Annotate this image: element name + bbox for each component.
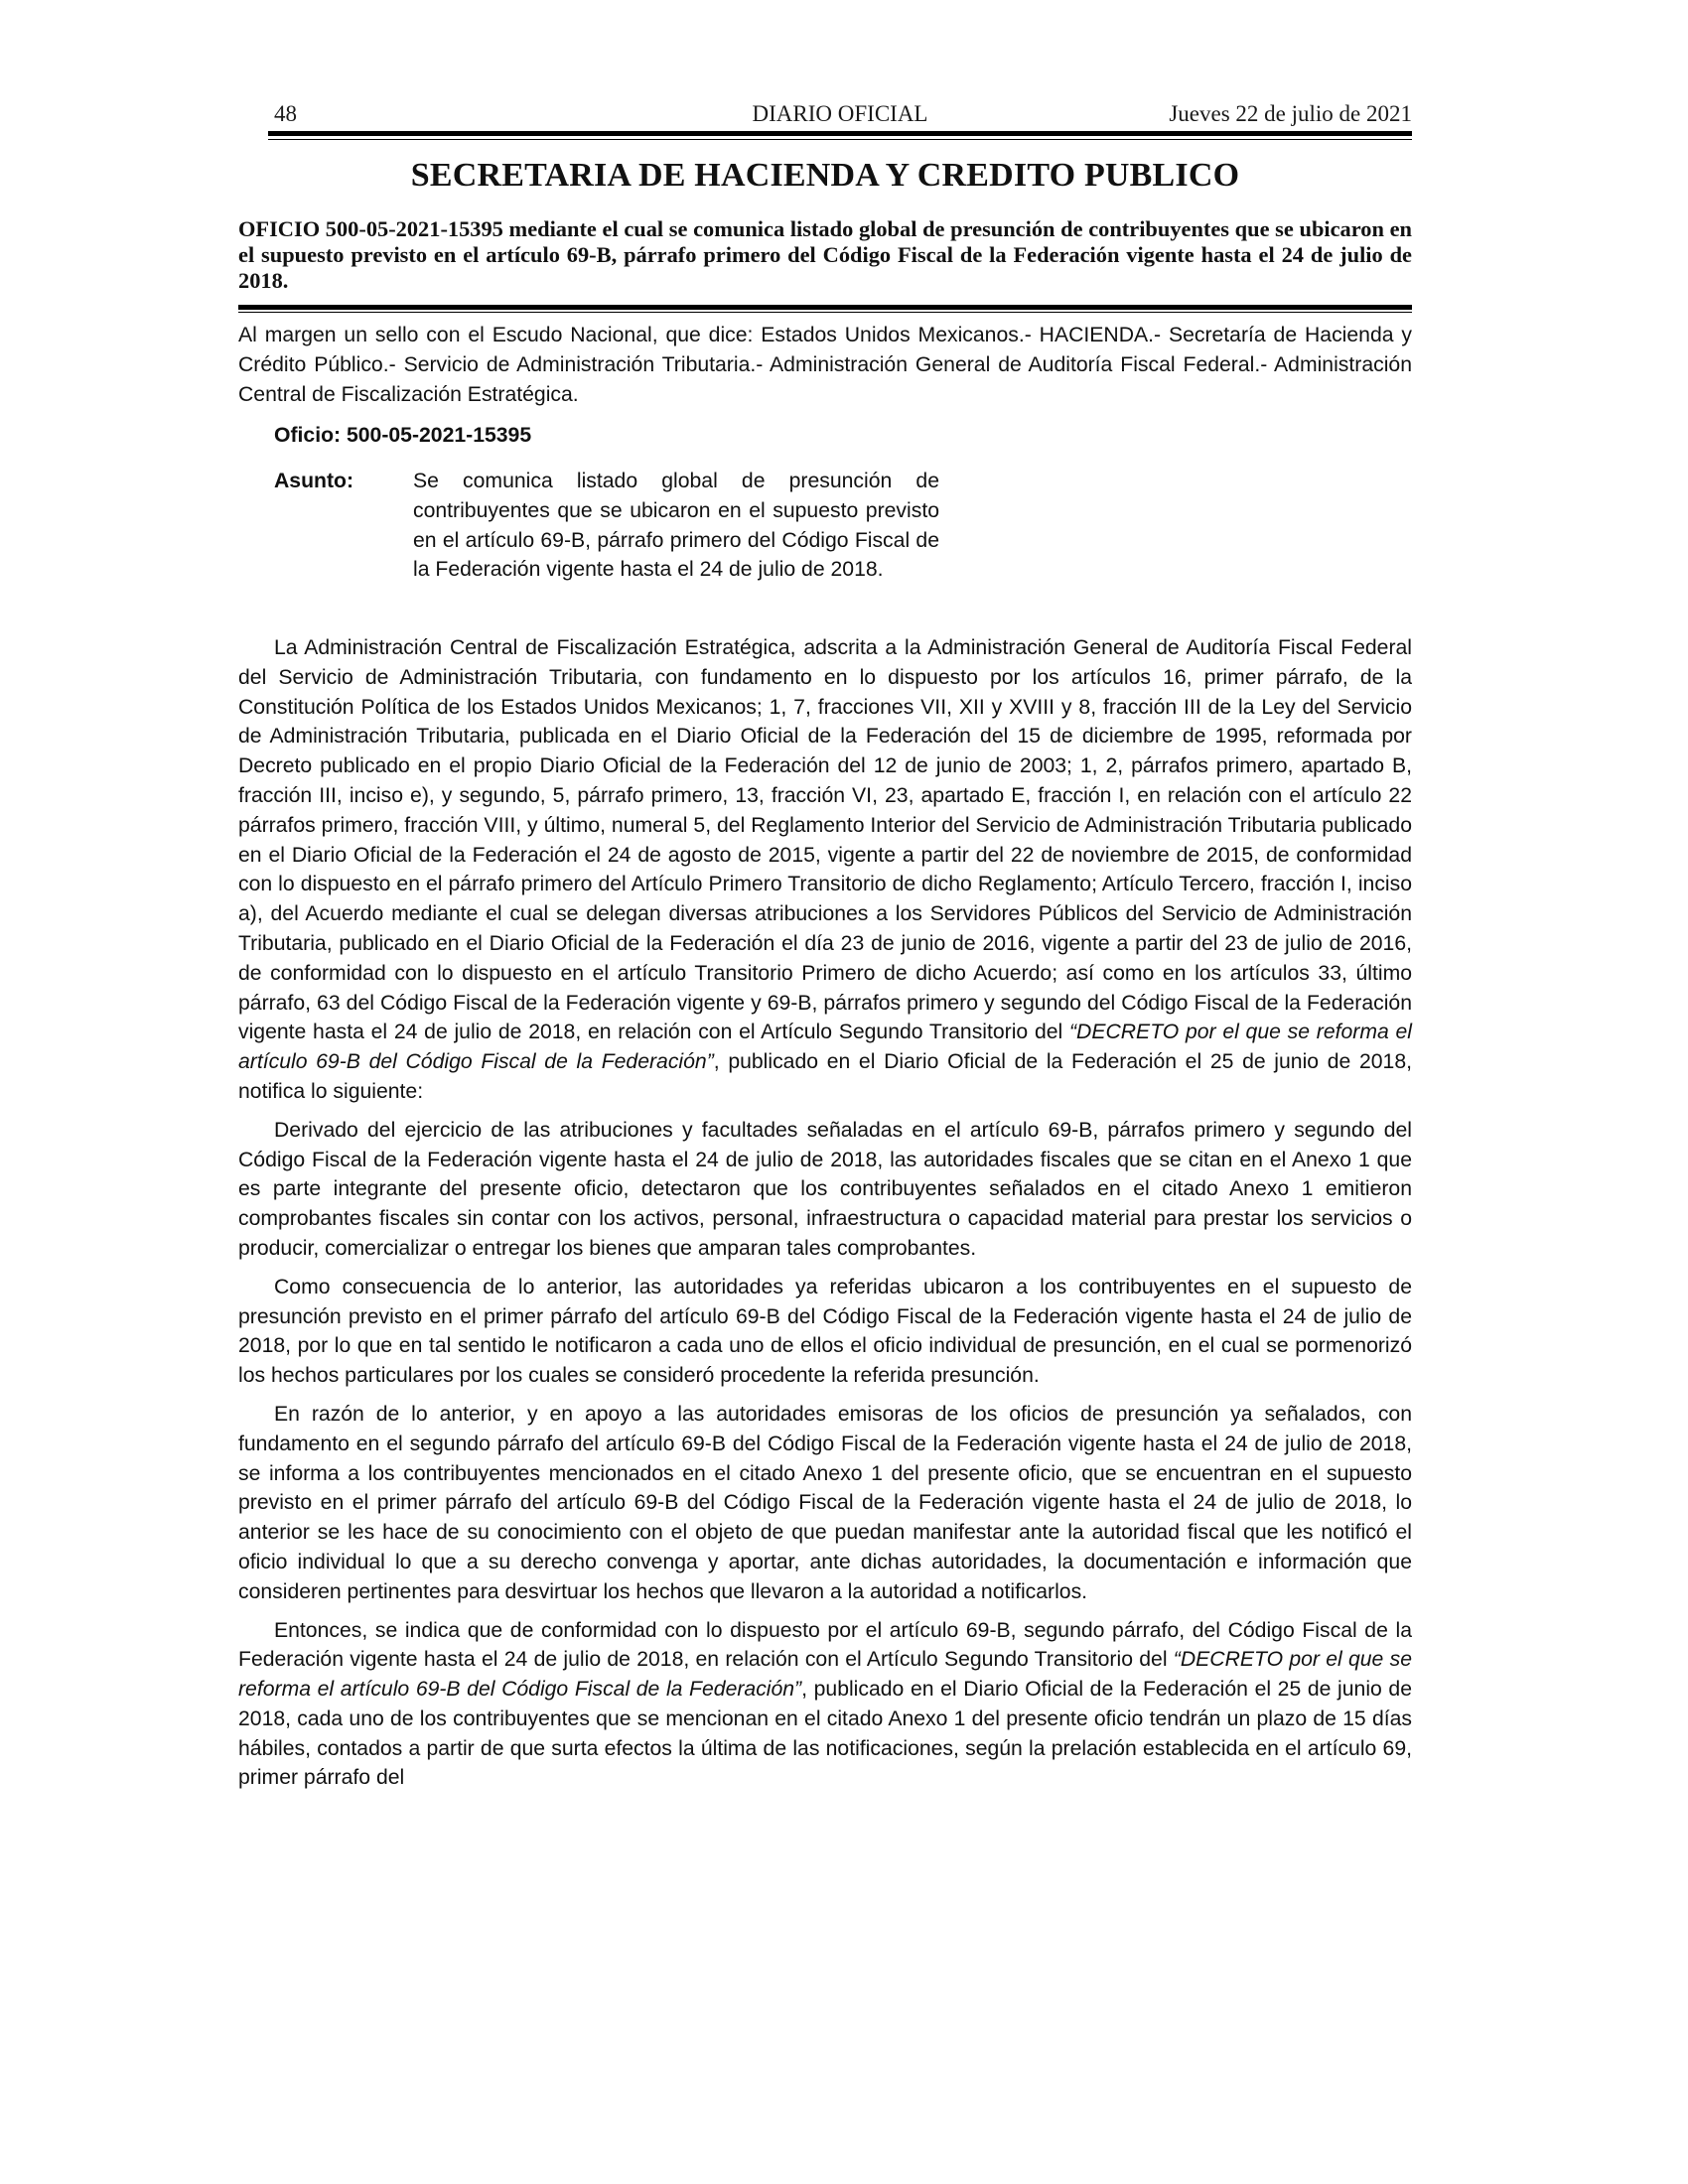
paragraph-5-part-b: , publicado en el Diario Oficial de la Federación el 25 de junio de 2018, cada uno de los contribuyentes que se mencionan en el citado Anexo 1 del presente oficio tendrán un plazo de 15 días hábiles, contados a partir de que surta efectos la última de las notificaciones, según la prelación establecida en el artículo 69, primer párrafo del — [238, 1678, 1412, 1790]
margin-note: Al margen un sello con el Escudo Nacional, que dice: Estados Unidos Mexicanos.- HACIENDA.- Secretaría de Hacienda y Crédito Público.- Servicio de Administración Tributaria.- Administración General de Auditoría Fiscal Federal.- Administración Central de Fiscalización Estratégica. — [238, 324, 1412, 406]
paragraph-1-decree-title: “DECRETO por el que se reforma el artículo 69-B del Código Fiscal de la Federación” — [238, 1021, 1412, 1074]
paragraph-1-part-b: , publicado en el Diario Oficial de la Federación el 25 de junio de 2018, notifica lo siguiente: — [238, 1050, 1412, 1103]
header-rule-thick — [268, 131, 1412, 136]
section-title: SECRETARIA DE HACIENDA Y CREDITO PUBLICO — [410, 157, 1240, 194]
body-text — [238, 633, 1412, 1802]
heading-rule-thick — [238, 305, 1412, 310]
header-rule-thin — [268, 139, 1412, 140]
heading-rule-thin — [238, 312, 1412, 313]
publication-name: DIARIO OFICIAL — [752, 101, 928, 126]
paragraph-4: En razón de lo anterior, y en apoyo a las autoridades emisoras de los oficios de presunción ya señalados, con fundamento en el segundo párrafo del artículo 69-B del Código Fiscal de la Federación vigente hasta el 24 de julio de 2018, se informa a los contribuyentes mencionados en el citado Anexo 1 del presente oficio, que se encuentran en el supuesto previsto en el primer párrafo del artículo 69-B del Código Fiscal de la Federación vigente hasta el 24 de julio de 2018, lo anterior se les hace de su conocimiento con el objeto de que puedan manifestar ante la autoridad fiscal que les notificó el oficio individual lo que a su derecho convenga y aportar, ante dichas autoridades, la documentación e información que consideren pertinentes para desvirtuar los hechos que llevaron a la autoridad a notificarlos. — [238, 1402, 1412, 1603]
paragraph-5 — [238, 1616, 1412, 1794]
running-head — [268, 95, 1412, 135]
page-number: 48 — [274, 101, 297, 126]
paragraph-5-decree-title: “DECRETO por el que se reforma el artículo 69-B del Código Fiscal de la Federación” — [238, 1648, 1412, 1702]
paragraph-1 — [238, 633, 1412, 1107]
issue-date: Jueves 22 de julio de 2021 — [1169, 101, 1412, 126]
paragraph-2: Derivado del ejercicio de las atribuciones y facultades señaladas en el artículo 69-B, párrafos primero y segundo del Código Fiscal de la Federación vigente hasta el 24 de julio de 2018, las autoridades fiscales que se citan en el Anexo 1 que es parte integrante del presente oficio, detectaron que los contribuyentes señalados en el citado Anexo 1 emitieron comprobantes fiscales sin contar con los activos, personal, infraestructura o capacidad material para prestar los servicios o producir, comercializar o entregar los bienes que amparan tales comprobantes. — [238, 1118, 1412, 1260]
paragraph-5-part-a: Entonces, se indica que de conformidad con lo dispuesto por el artículo 69-B, segundo párrafo, del Código Fiscal de la Federación vigente hasta el 24 de julio de 2018, en relación con el Artículo Segundo Transitorio del — [238, 1618, 1412, 1672]
paragraph-3: Como consecuencia de lo anterior, las autoridades ya referidas ubicaron a los contribuyentes en el supuesto de presunción previsto en el primer párrafo del artículo 69-B del Código Fiscal de la Federación vigente hasta el 24 de julio de 2018, por lo que en tal sentido le notificaron a cada uno de ellos el oficio individual de presunción, en el cual se pormenorizó los hechos particulares por los cuales se consideró procedente la referida presunción. — [238, 1275, 1412, 1388]
asunto-text: Se comunica listado global de presunción de contribuyentes que se ubicaron en el supuesto previsto en el artículo 69-B, párrafo primero del Código Fiscal de la Federación vigente hasta el 24 de julio de 2018. — [413, 470, 939, 582]
document-heading: OFICIO 500-05-2021-15395 mediante el cual se comunica listado global de presunción de contribuyentes que se ubicaron en el supuesto previsto en el artículo 69-B, párrafo primero del Código Fiscal de la Federación vigente hasta el 24 de julio de 2018. — [238, 216, 1412, 293]
asunto-label: Asunto: — [274, 470, 354, 492]
oficio-number: Oficio: 500-05-2021-15395 — [274, 424, 532, 447]
paragraph-1-part-a: La Administración Central de Fiscalización Estratégica, adscrita a la Administración General de Auditoría Fiscal Federal del Servicio de Administración Tributaria, con fundamento en lo dispuesto por los artículos 16, primer párrafo, de la Constitución Política de los Estados Unidos Mexicanos; 1, 7, fracciones VII, XII y XVIII y 8, fracción III de la Ley del Servicio de Administración Tributaria, publicada en el Diario Oficial de la Federación del 15 de diciembre de 1995, reformada por Decreto publicado en el propio Diario Oficial de la Federación del 12 de junio de 2003; 1, 2, párrafos primero, apartado B, fracción III, inciso e), y segundo, 5, párrafo primero, 13, fracción VI, 23, apartado E, fracción I, en relación con el artículo 22 párrafos primero, fracción VIII, y último, numeral 5, del Reglamento Interior del Servicio de Administración Tributaria publicado en el Diario Oficial de la Federación el 24 de agosto de 2015, vigente a partir del 22 de noviembre de 2015, de conformidad con lo dispuesto en el párrafo primero del Artículo Primero Transitorio de dicho Reglamento; Artículo Tercero, fracción I, inciso a), del Acuerdo mediante el cual se delegan diversas atribuciones a los Servidores Públicos del Servicio de Administración Tributaria, publicado en el Diario Oficial de la Federación el día 23 de junio de 2016, vigente a partir del 23 de julio de 2016, de conformidad con lo dispuesto en el artículo Transitorio Primero de dicho Acuerdo; así como en los artículos 33, último párrafo, 63 del Código Fiscal de la Federación vigente y 69-B, párrafos primero y segundo del Código Fiscal de la Federación vigente hasta el 24 de julio de 2018, en relación con el Artículo Segundo Transitorio del — [238, 636, 1412, 1044]
